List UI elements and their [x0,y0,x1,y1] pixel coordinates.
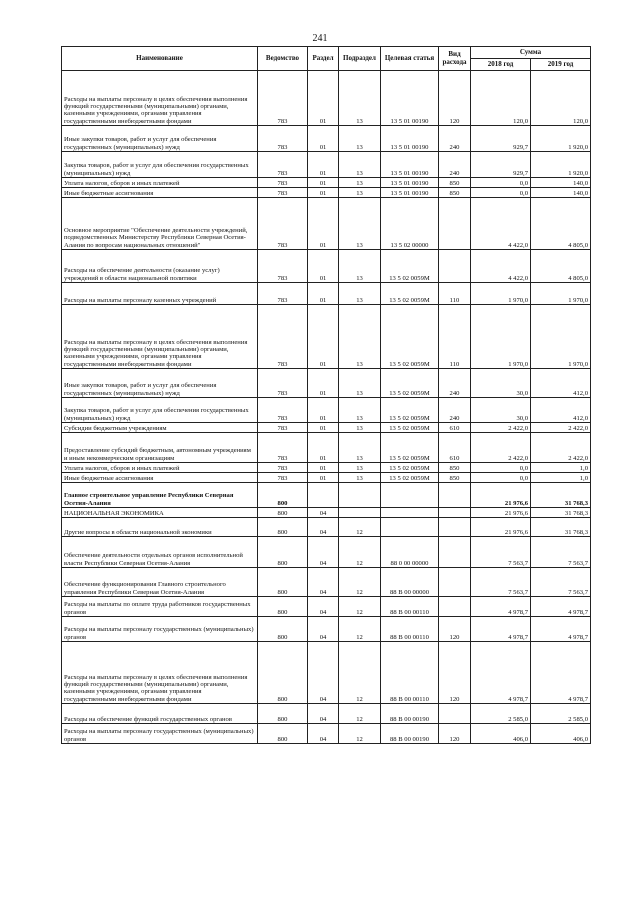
cell-sum-2019: 406,0 [531,724,591,744]
cell-target [381,508,439,518]
cell-sum-2019: 1,0 [531,473,591,483]
cell-section: 04 [308,508,339,518]
cell-subsection: 13 [339,369,381,398]
cell-target: 13 5 02 0059M [381,398,439,423]
cell-sum-2018: 0,0 [471,188,531,198]
cell-section: 04 [308,617,339,642]
cell-exp-type: 110 [439,305,471,369]
cell-sum-2019: 1 970,0 [531,283,591,305]
cell-sum-2018: 4 978,7 [471,617,531,642]
cell-dept: 783 [258,369,308,398]
table-row [62,305,591,369]
cell-dept: 783 [258,305,308,369]
cell-name: НАЦИОНАЛЬНАЯ ЭКОНОМИКА [62,508,258,518]
cell-sum-2018: 30,0 [471,398,531,423]
table-row [62,642,591,704]
cell-dept: 800 [258,597,308,617]
cell-exp-type: 850 [439,463,471,473]
cell-target: 13 5 02 0059M [381,433,439,463]
cell-name: Иные бюджетные ассигнования [62,473,258,483]
table-row [62,423,591,433]
header-dept: Ведомство [258,47,308,71]
cell-name: Иные закупки товаров, работ и услуг для обеспечения государственных (муниципальных) нужд [62,369,258,398]
cell-dept: 800 [258,642,308,704]
cell-target: 88 В 00 00110 [381,617,439,642]
cell-name: Иные бюджетные ассигнования [62,188,258,198]
cell-sum-2019: 7 563,7 [531,537,591,568]
cell-sum-2019: 31 768,3 [531,483,591,508]
table-row [62,369,591,398]
cell-target: 13 5 01 00190 [381,152,439,178]
cell-sum-2018: 4 422,0 [471,198,531,250]
cell-sum-2019: 140,0 [531,188,591,198]
cell-subsection: 13 [339,178,381,188]
cell-dept: 800 [258,537,308,568]
cell-section: 01 [308,473,339,483]
cell-dept: 800 [258,568,308,597]
cell-exp-type: 240 [439,369,471,398]
cell-subsection: 13 [339,398,381,423]
cell-section [308,483,339,508]
cell-sum-2019: 2 585,0 [531,704,591,724]
table-row [62,704,591,724]
cell-dept: 783 [258,463,308,473]
cell-sum-2018: 21 976,6 [471,483,531,508]
cell-exp-type: 120 [439,617,471,642]
cell-dept: 800 [258,724,308,744]
cell-subsection: 13 [339,473,381,483]
table-row [62,568,591,597]
cell-exp-type: 120 [439,724,471,744]
table-row [62,724,591,744]
cell-target: 88 В 00 00190 [381,724,439,744]
cell-dept: 783 [258,198,308,250]
cell-subsection: 12 [339,617,381,642]
cell-section: 01 [308,71,339,126]
cell-dept: 783 [258,178,308,188]
cell-sum-2018: 4 978,7 [471,642,531,704]
cell-sum-2018: 0,0 [471,178,531,188]
cell-sum-2018: 0,0 [471,473,531,483]
cell-exp-type: 610 [439,423,471,433]
cell-subsection: 13 [339,188,381,198]
cell-exp-type [439,250,471,283]
cell-exp-type [439,704,471,724]
cell-target: 13 5 02 0059M [381,423,439,433]
cell-section: 01 [308,398,339,423]
cell-sum-2019: 2 422,0 [531,433,591,463]
table-row [62,283,591,305]
cell-target [381,483,439,508]
cell-sum-2019: 412,0 [531,398,591,423]
budget-table [61,46,591,744]
table-row [62,398,591,423]
table-row [62,597,591,617]
cell-target [381,518,439,537]
cell-dept: 783 [258,71,308,126]
cell-section: 01 [308,433,339,463]
cell-name: Уплата налогов, сборов и иных платежей [62,463,258,473]
cell-subsection: 13 [339,463,381,473]
cell-dept: 800 [258,483,308,508]
cell-subsection: 13 [339,250,381,283]
cell-subsection: 13 [339,433,381,463]
cell-section: 04 [308,704,339,724]
cell-name: Закупка товаров, работ и услуг для обеспечения государственных (муниципальных) нужд [62,152,258,178]
cell-name: Обеспечение деятельности отдельных органов исполнительной власти Республики Северная Осетия-Алания [62,537,258,568]
cell-section: 04 [308,568,339,597]
cell-subsection: 13 [339,126,381,152]
cell-subsection: 13 [339,423,381,433]
cell-subsection: 13 [339,283,381,305]
cell-dept: 783 [258,473,308,483]
cell-dept: 783 [258,433,308,463]
cell-sum-2018: 30,0 [471,369,531,398]
cell-name: Обеспечение функционирования Главного строительного управления Республики Северная Осетия-Алания [62,568,258,597]
cell-dept: 783 [258,398,308,423]
header-year-2018: 2018 год [471,59,531,71]
cell-exp-type: 850 [439,473,471,483]
cell-name: Другие вопросы в области национальной экономики [62,518,258,537]
cell-exp-type: 120 [439,642,471,704]
cell-sum-2018: 7 563,7 [471,568,531,597]
cell-name: Расходы на выплаты по оплате труда работников государственных органов [62,597,258,617]
cell-sum-2018: 2 422,0 [471,423,531,433]
table-row [62,463,591,473]
cell-sum-2018: 120,0 [471,71,531,126]
cell-section: 01 [308,250,339,283]
header-section: Раздел [308,47,339,71]
table-row [62,537,591,568]
cell-name: Расходы на выплаты персоналу государственных (муниципальных) органов [62,724,258,744]
cell-name: Расходы на выплаты персоналу государственных (муниципальных) органов [62,617,258,642]
cell-section: 01 [308,423,339,433]
cell-target: 13 5 02 0059M [381,369,439,398]
cell-sum-2018: 2 422,0 [471,433,531,463]
cell-target: 13 5 02 0059M [381,473,439,483]
table-row [62,508,591,518]
cell-sum-2018: 406,0 [471,724,531,744]
cell-section: 01 [308,126,339,152]
cell-subsection: 12 [339,537,381,568]
cell-section: 04 [308,597,339,617]
cell-subsection: 13 [339,198,381,250]
cell-subsection [339,508,381,518]
cell-subsection: 13 [339,152,381,178]
cell-section: 01 [308,188,339,198]
cell-dept: 783 [258,126,308,152]
cell-name: Расходы на выплаты персоналу в целях обеспечения выполнения функций государственными (муниципальными) органами, казенными учреждениями, органами управления государственными внебюджетными фондами [62,642,258,704]
cell-sum-2019: 4 805,0 [531,250,591,283]
table-row [62,483,591,508]
cell-name: Главное строительное управление Республики Северная Осетия-Алания [62,483,258,508]
cell-name: Расходы на выплаты персоналу казенных учреждений [62,283,258,305]
cell-subsection: 12 [339,724,381,744]
table-row [62,473,591,483]
header-year-2019: 2019 год [531,59,591,71]
cell-subsection: 12 [339,568,381,597]
cell-target: 88 В 00 00000 [381,568,439,597]
cell-dept: 800 [258,704,308,724]
cell-sum-2019: 412,0 [531,369,591,398]
cell-sum-2018: 929,7 [471,152,531,178]
cell-name: Основное мероприятие "Обеспечение деятельности учреждений, подведомственных Министерству Республики Северная Осетия-Алания по вопросам национальных отношений" [62,198,258,250]
cell-sum-2019: 4 805,0 [531,198,591,250]
cell-subsection: 12 [339,518,381,537]
cell-exp-type: 240 [439,398,471,423]
cell-subsection: 13 [339,71,381,126]
cell-sum-2019: 7 563,7 [531,568,591,597]
cell-name: Расходы на обеспечение деятельности (оказание услуг) учреждений в области национальной политики [62,250,258,283]
cell-sum-2018: 1 970,0 [471,283,531,305]
table-row [62,126,591,152]
table-row [62,152,591,178]
cell-exp-type [439,518,471,537]
cell-subsection: 12 [339,704,381,724]
cell-dept: 783 [258,188,308,198]
cell-target: 88 В 00 00190 [381,704,439,724]
page-number: 241 [312,33,328,44]
cell-sum-2018: 0,0 [471,463,531,473]
cell-sum-2018: 929,7 [471,126,531,152]
table-row [62,178,591,188]
cell-target: 13 5 01 00190 [381,188,439,198]
cell-section: 01 [308,152,339,178]
cell-exp-type: 850 [439,188,471,198]
cell-sum-2018: 1 970,0 [471,305,531,369]
cell-sum-2018: 21 976,6 [471,508,531,518]
cell-name: Предоставление субсидий бюджетным, автономным учреждениям и иным некоммерческим организациям [62,433,258,463]
cell-target: 13 5 01 00190 [381,71,439,126]
cell-exp-type: 240 [439,152,471,178]
cell-exp-type [439,597,471,617]
cell-sum-2019: 140,0 [531,178,591,188]
cell-exp-type [439,508,471,518]
cell-exp-type: 610 [439,433,471,463]
cell-dept: 800 [258,508,308,518]
table-body [62,71,591,744]
cell-sum-2019: 1 970,0 [531,305,591,369]
header-target: Целевая статья [381,47,439,71]
cell-target: 13 5 02 00000 [381,198,439,250]
cell-sum-2019: 120,0 [531,71,591,126]
cell-name: Закупка товаров, работ и услуг для обеспечения государственных (муниципальных) нужд [62,398,258,423]
header-sum: Сумма [471,47,591,59]
cell-section: 01 [308,463,339,473]
cell-name: Субсидии бюджетным учреждениям [62,423,258,433]
cell-target: 88 0 00 00000 [381,537,439,568]
cell-target: 13 5 02 0059M [381,250,439,283]
cell-dept: 783 [258,423,308,433]
cell-dept: 783 [258,250,308,283]
cell-exp-type [439,198,471,250]
cell-section: 04 [308,537,339,568]
cell-target: 13 5 02 0059M [381,283,439,305]
cell-target: 88 В 00 00110 [381,597,439,617]
table-row [62,617,591,642]
cell-exp-type: 240 [439,126,471,152]
cell-dept: 800 [258,518,308,537]
cell-target: 13 5 02 0059M [381,305,439,369]
cell-dept: 783 [258,283,308,305]
cell-exp-type [439,483,471,508]
cell-dept: 800 [258,617,308,642]
cell-sum-2019: 1 920,0 [531,152,591,178]
cell-sum-2018: 7 563,7 [471,537,531,568]
cell-section: 01 [308,178,339,188]
cell-dept: 783 [258,152,308,178]
cell-sum-2019: 31 768,3 [531,518,591,537]
header-subsection: Подраздел [339,47,381,71]
cell-exp-type [439,537,471,568]
cell-sum-2018: 2 585,0 [471,704,531,724]
cell-section: 04 [308,724,339,744]
cell-target: 13 5 02 0059M [381,463,439,473]
cell-sum-2019: 4 978,7 [531,642,591,704]
cell-sum-2019: 1 920,0 [531,126,591,152]
table-row [62,433,591,463]
table-row [62,198,591,250]
cell-exp-type: 110 [439,283,471,305]
cell-target: 13 5 01 00190 [381,178,439,188]
cell-name: Уплата налогов, сборов и иных платежей [62,178,258,188]
table-row [62,188,591,198]
cell-sum-2019: 4 978,7 [531,617,591,642]
table-row [62,518,591,537]
cell-subsection: 12 [339,597,381,617]
cell-sum-2018: 4 422,0 [471,250,531,283]
cell-exp-type [439,568,471,597]
header-exp-type: Вид расхода [439,47,471,71]
header-name: Наименование [62,47,258,71]
cell-target: 13 5 01 00190 [381,126,439,152]
cell-sum-2019: 31 768,3 [531,508,591,518]
cell-exp-type: 850 [439,178,471,188]
cell-name: Расходы на обеспечение функций государственных органов [62,704,258,724]
cell-name: Расходы на выплаты персоналу в целях обеспечения выполнения функций государственными (муниципальными) органами, казенными учреждениями, органами управления государственными внебюджетными фондами [62,71,258,126]
cell-name: Расходы на выплаты персоналу в целях обеспечения выполнения функций государственными (муниципальными) органами, казенными учреждениями, органами управления государственными внебюджетными фондами [62,305,258,369]
cell-section: 01 [308,198,339,250]
cell-subsection: 13 [339,305,381,369]
cell-subsection: 12 [339,642,381,704]
cell-sum-2018: 4 978,7 [471,597,531,617]
cell-sum-2018: 21 976,6 [471,518,531,537]
cell-name: Иные закупки товаров, работ и услуг для обеспечения государственных (муниципальных) нужд [62,126,258,152]
cell-section: 01 [308,369,339,398]
cell-subsection [339,483,381,508]
cell-sum-2019: 2 422,0 [531,423,591,433]
cell-target: 88 В 00 00110 [381,642,439,704]
cell-section: 01 [308,305,339,369]
table-row [62,250,591,283]
cell-section: 04 [308,518,339,537]
cell-sum-2019: 1,0 [531,463,591,473]
cell-exp-type: 120 [439,71,471,126]
cell-section: 01 [308,283,339,305]
table-row [62,71,591,126]
cell-sum-2019: 4 978,7 [531,597,591,617]
cell-section: 04 [308,642,339,704]
